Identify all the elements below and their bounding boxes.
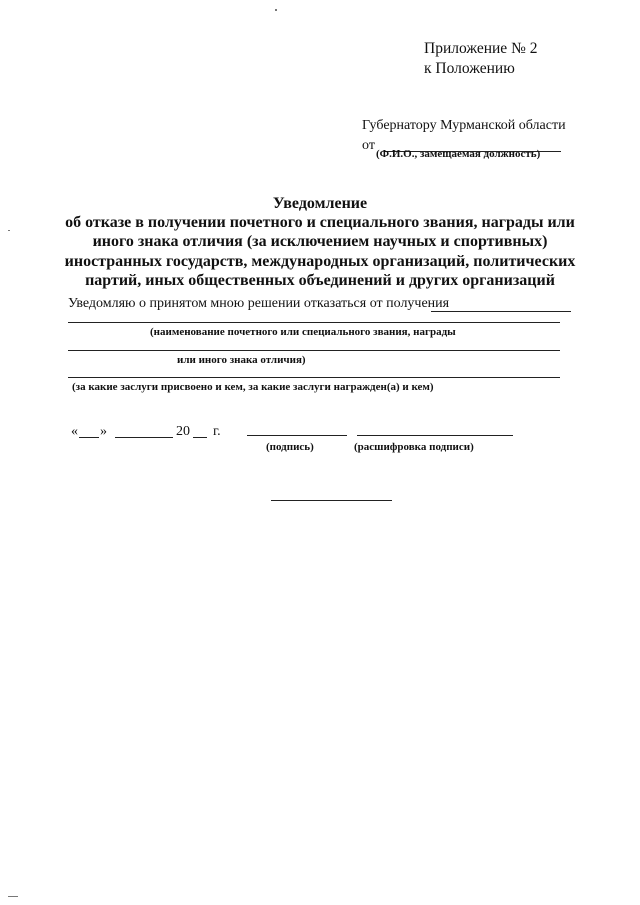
title-line-4: партий, иных общественных объединений и других организаций <box>85 271 555 289</box>
signature-decoding-caption: (расшифровка подписи) <box>354 441 474 453</box>
signature-decoding-line[interactable] <box>357 435 513 436</box>
document-title <box>40 194 600 290</box>
appendix-reference <box>424 39 537 79</box>
addressee-to: Губернатору Мурманской области <box>362 118 566 133</box>
title-line-2: иного знака отличия (за исключением научных и спортивных) <box>92 233 548 251</box>
date-quote-open: « <box>71 424 78 439</box>
date-year-prefix: 20 <box>176 424 190 439</box>
merit-fill-line[interactable] <box>68 377 560 378</box>
title-heading: Уведомление <box>272 195 368 212</box>
title-line-1: об отказе в получении почетного и специального звания, награды или <box>65 214 575 232</box>
signature-line[interactable] <box>247 435 347 436</box>
date-day-line[interactable] <box>79 437 99 438</box>
scan-speck <box>275 9 277 11</box>
award-caption-1: (наименование почетного или специального звания, награды <box>150 326 456 338</box>
date-month-line[interactable] <box>115 437 173 438</box>
date-year-suffix: г. <box>213 424 221 439</box>
addressee-from-label: от <box>362 138 375 153</box>
title-line-3: иностранных государств, международных организаций, политических <box>64 252 576 270</box>
statement-text: Уведомляю о принятом мною решении отказаться от получения <box>68 296 450 311</box>
appendix-regulation: к Положению <box>424 60 515 77</box>
from-caption: (Ф.И.О., замещаемая должность) <box>376 148 541 160</box>
appendix-number: Приложение № 2 <box>424 40 538 57</box>
award-fill-line-2[interactable] <box>68 350 560 351</box>
closing-separator <box>271 500 392 501</box>
scan-speck <box>8 230 10 231</box>
award-fill-line-inline[interactable] <box>431 311 571 312</box>
award-fill-line-1[interactable] <box>68 322 560 323</box>
date-quote-close: » <box>100 424 107 439</box>
signature-caption: (подпись) <box>266 441 314 453</box>
scan-speck <box>8 896 18 897</box>
date-year-line[interactable] <box>193 437 207 438</box>
award-caption-2: или иного знака отличия) <box>177 354 306 366</box>
merit-caption: (за какие заслуги присвоено и кем, за какие заслуги награжден(а) и кем) <box>72 381 434 393</box>
